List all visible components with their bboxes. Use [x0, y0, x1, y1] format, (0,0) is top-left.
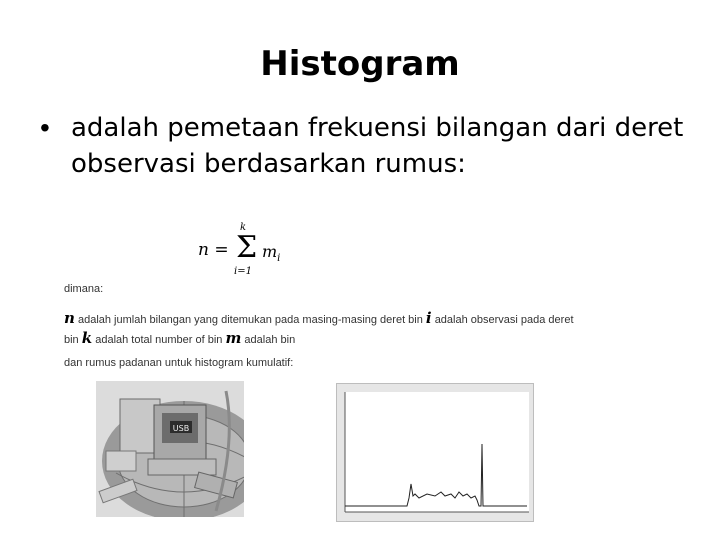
- bullet-dot-icon: •: [40, 112, 50, 143]
- computer-equipment-photo: [96, 381, 244, 517]
- sum-formula: [198, 222, 308, 280]
- histogram-plot: [337, 384, 533, 521]
- bullet-text: adalah pemetaan frekuensi bilangan dari deret observasi berdasarkan rumus:: [71, 113, 684, 179]
- formula-lower-limit: i=1: [234, 266, 252, 277]
- explanation-line-3: dan rumus padanan untuk histogram kumulatif:: [64, 357, 294, 369]
- svg-text:USB: USB: [172, 424, 190, 433]
- histogram-plot-image: [336, 383, 534, 522]
- dimana-label: dimana:: [64, 283, 104, 295]
- formula-upper-limit: k: [240, 222, 247, 233]
- formula-lhs: n =: [198, 240, 229, 260]
- photo-illustration: [96, 381, 244, 517]
- explanation-line-2: bin k adalah total number of bin m adalah bin: [64, 329, 296, 347]
- explanation-line-1: n adalah jumlah bilangan yang ditemukan pada masing-masing deret bin i adalah observasi pada deret: [64, 309, 574, 327]
- slide-title: Histogram: [260, 44, 460, 84]
- sigma-symbol: Σ: [236, 230, 258, 265]
- formula-term: $m_i$: [262, 242, 281, 265]
